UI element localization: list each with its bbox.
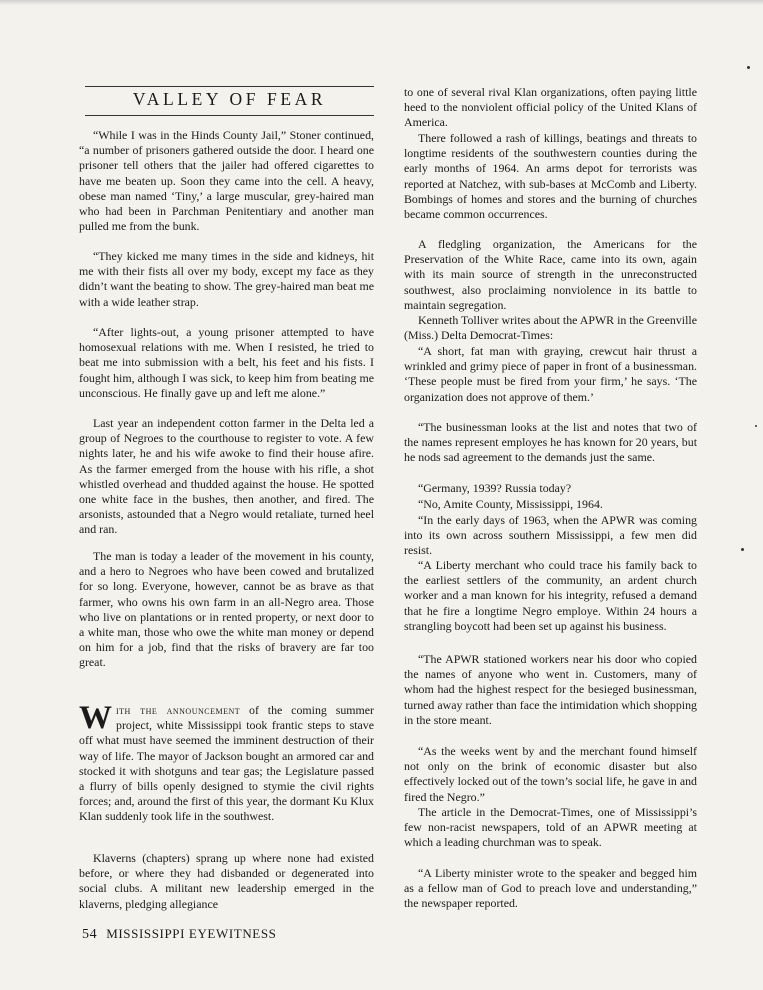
right-paragraph-8: “No, Amite County, Mississippi, 1964. [418, 497, 603, 511]
publication-name: MISSISSIPPI EYEWITNESS [106, 926, 277, 941]
left-paragraph-2: “They kicked me many times in the side and kidneys, hit me with their fists all over my body, except my face as they didn’t want the beating to show. The grey-haired man beat me with a wide leather strap. [79, 249, 374, 309]
page-top-edge [0, 0, 763, 5]
right-paragraph-1: to one of several rival Klan organizations, often paying little heed to the nonviolent official policy of the United Klans of America. [404, 85, 697, 130]
drop-cap: W [79, 700, 112, 736]
right-paragraph-3: A fledgling organization, the Americans for the Preservation of the White Race, came into its own, again with its main source of strength in the unreconstructed southwest, also proclaiming nonviolence in its battle to maintain segregation. [404, 237, 697, 312]
right-paragraph-5: “A short, fat man with graying, crewcut hair thrust a wrinkled and grimy piece of paper in front of a businessman. ‘These people must be fired from your firm,’ he says. ‘The organization does not approve of them.’ [404, 344, 697, 404]
right-paragraph-12: “As the weeks went by and the merchant found himself not only on the brink of economic disaster but also effectively locked out of the town’s social life, he gave in and fired the Negro.” [404, 744, 697, 804]
right-paragraph-13: The article in the Democrat-Times, one of Mississippi’s few non-racist newspapers, told of an APWR meeting at which a leading churchman was to speak. [404, 805, 697, 850]
right-paragraph-2: There followed a rash of killings, beatings and threats to longtime residents of the southwestern counties during the early months of 1964. An arms depot for terrorists was reported at Natchez, with sub-bases at McComb and Liberty. Bombings of homes and stores and the burning of churches became common occurrences. [404, 131, 697, 222]
scan-speck [741, 548, 744, 551]
title-rule-top [85, 86, 374, 87]
right-paragraph-9: “In the early days of 1963, when the APWR was coming into its own across southern Mississippi, a few men did resist. [404, 513, 697, 558]
scan-speck [747, 66, 750, 69]
scan-speck [755, 425, 757, 427]
right-paragraph-11: “The APWR stationed workers near his door who copied the names of anyone who went in. Customers, many of whom had the highest respect for the besieged businessman, turned away rather than face the intimidation which shopping in the store meant. [404, 652, 697, 727]
article-title: VALLEY OF FEAR [132, 89, 327, 109]
right-paragraph-6: “The businessman looks at the list and notes that two of the names represent employes he has known for 20 years, but he nods sad agreement to the demands just the same. [404, 420, 697, 465]
left-paragraph-3: “After lights-out, a young prisoner attempted to have homosexual relations with me. When I resisted, he tried to beat me into submission with a belt, his feet and his fists. I fought him, although I was sick, to keep him from beating me unconscious. He finally gave up and left me alone.” [79, 325, 374, 400]
left-paragraph-4: Last year an independent cotton farmer in the Delta led a group of Negroes to the courthouse to register to vote. A few nights later, he and his wife awoke to find their house afire. As the farmer emerged from the house with his rifle, a shot whistled overhead and thudded against the house. He spotted one white face in the bushes, then another, and fired. The arsonists, astounded that a Negro would retaliate, turned heel and ran. [79, 416, 374, 537]
section-lead-in: ith the announcement [116, 703, 241, 717]
left-paragraph-last: Klaverns (chapters) sprang up where none had existed before, or where they had disbanded or degenerated into social clubs. A militant new leadership emerged in the klaverns, pledging allegiance [79, 851, 374, 911]
right-paragraph-4: Kenneth Tolliver writes about the APWR in the Greenville (Miss.) Delta Democrat-Times: [404, 313, 697, 343]
right-paragraph-14: “A Liberty minister wrote to the speaker and begged him as a fellow man of God to preach love and understanding,” the newspaper reported. [404, 866, 697, 911]
left-paragraph-5: The man is today a leader of the movement in his county, and a hero to Negroes who have been cowed and brutalized for so long. Everyone, however, cannot be as brave as that farmer, who owns his own farm in an all-Negro area. Those who live on plantations or in rented property, or next door to a white man, those who owe the white man money or depend on him for a job, find that the risks of bravery are far too great. [79, 549, 374, 670]
right-paragraph-7: “Germany, 1939? Russia today? [418, 481, 572, 495]
page-footer [82, 926, 277, 943]
title-rule-bottom [85, 115, 374, 116]
section-body: of the coming summer project, white Mississippi took frantic steps to stave off what must have seemed the imminent destruction of their way of life. The mayor of Jackson bought an armored car and stocked it with shotguns and tear gas; the Legislature passed a flurry of bills openly designed to stymie the civil rights forces; and, around the first of this year, the dormant Ku Klux Klan suddenly took life in the southwest. [79, 703, 375, 824]
right-paragraph-10: “A Liberty merchant who could trace his family back to the earliest settlers of the community, an ardent church worker and a man known for his integrity, refused a demand that he fire a longtime Negro employe. Within 24 hours a strangling boycott had been set up against his business. [404, 558, 697, 633]
page-number: 54 [82, 927, 98, 942]
section-paragraph [79, 700, 375, 825]
left-paragraph-1: “While I was in the Hinds County Jail,” Stoner continued, “a number of prisoners gathered outside the door. I heard one prisoner tell others that the jailer had offered cigarettes to have me beaten up. Soon they came into the cell. A heavy, obese man named ‘Tiny,’ a large muscular, grey-haired man who had been in Parchman Penitentiary and another man pulled me from the bunk. [79, 128, 374, 234]
